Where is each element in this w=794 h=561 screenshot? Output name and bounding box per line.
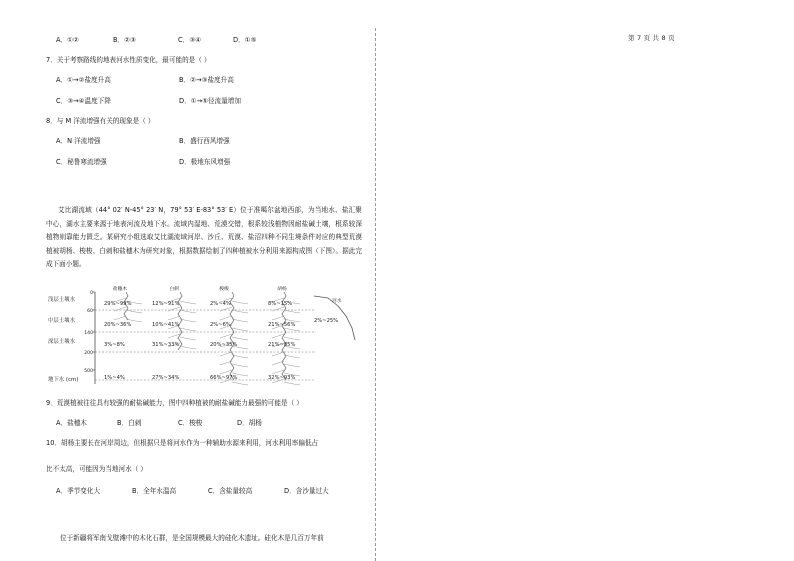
q6-option-b: B．②③ xyxy=(113,36,136,44)
q8-option-d: D．极地东风增强 xyxy=(179,158,231,166)
q10-stem-line1: 10．胡杨主要长在河岸周边，但根据只是将河水作为一种辅助水源来利用，河水利用率偏低占 xyxy=(46,439,319,447)
water-share-label: 2%~4% xyxy=(210,301,231,307)
next-passage-text: 位于新疆将军南戈壁滩中的木化石群，是全国规模最大的硅化木遗址。硅化木是几百万年前 xyxy=(60,534,324,542)
water-share-label: 12%~91% xyxy=(152,301,180,307)
depth-tick-label: 0 xyxy=(90,291,93,296)
q9-stem: 9．荒漠植被往往具有较强的耐盐碱能力，图中四种植被的耐盐碱能力最强的可能是（ ） xyxy=(46,399,303,407)
water-share-label: 29%~99% xyxy=(104,301,132,307)
depth-tick-label: 60 xyxy=(87,309,93,314)
layer-name-label: 地下水 (cm) xyxy=(48,377,79,383)
q7-option-c: C．③→④温度下降 xyxy=(56,97,111,105)
water-share-label: 21%~56% xyxy=(268,322,296,328)
river-label: 河水 xyxy=(332,299,342,304)
depth-tick-label: 140 xyxy=(84,331,93,336)
q9-option-d: D．胡杨 xyxy=(237,419,262,427)
water-share-label: 10%~41% xyxy=(152,322,180,328)
layer-name-label: 中层土壤水 xyxy=(48,318,75,324)
q9-option-c: C．梭梭 xyxy=(178,419,203,427)
depth-tick-label: 200 xyxy=(84,351,93,356)
reading-passage: 艾比湖流域（44° 02′ N-45° 23′ N，79° 53′ E-83° 53′ E）位于准噶尔盆地西部，为当地水、盐汇聚中心，湖水主要来源于地表河流及地下水。流域内湿地、荒漠交错，根系较浅植物因耐盐碱土壤，根系较深植物则靠能力匮乏。某研究小组选取艾比湖流域河岸、沙丘、荒漠、盐沼四种不同生境条件对应的典型荒漠植被胡杨、梭梭、白刺和盐穗木为研究对象，根据数据绘制了四种植被水分利用来源构成图（下图）。据此完成下面小题。 xyxy=(46,206,362,268)
q8-option-b: B．盛行西风增强 xyxy=(179,137,230,145)
water-share-label: 27%~34% xyxy=(152,375,180,381)
water-source-chart xyxy=(46,284,366,388)
q10-option-d: D．含沙量过大 xyxy=(284,487,329,495)
river-share-label: 2%~25% xyxy=(314,318,339,324)
q8-option-a: A．N 洋流增强 xyxy=(56,137,101,145)
q9-option-b: B．白刺 xyxy=(117,419,142,427)
q9-option-a: A．盐穗木 xyxy=(56,419,87,427)
water-share-label: 20%~35% xyxy=(210,342,238,348)
water-share-label: 3%~8% xyxy=(104,342,125,348)
q7-stem: 7．关于考察路线的地表河水性质变化，最可能的是（ ） xyxy=(46,56,211,64)
q8-option-c: C．秘鲁寒流增强 xyxy=(56,158,107,166)
q7-option-d: D．①→⑤径流量增加 xyxy=(179,97,241,105)
plant-name-label: 盐穗木 xyxy=(112,287,128,292)
q8-stem: 8．与 M 洋流增强有关的现象是（ ） xyxy=(46,117,155,125)
water-share-label: 1%~4% xyxy=(104,375,125,381)
q7-option-a: A．①→②盐度升高 xyxy=(56,76,111,84)
q10-option-a: A．季节变化大 xyxy=(56,487,101,495)
q6-option-a: A．①② xyxy=(56,36,79,44)
layer-name-label: 浅层土壤水 xyxy=(48,297,75,303)
water-share-label: 32%~93% xyxy=(268,375,296,381)
water-share-label: 21%~85% xyxy=(268,342,296,348)
layer-name-label: 深层土壤水 xyxy=(48,339,75,345)
q10-option-b: B．全年水温高 xyxy=(132,487,177,495)
plant-name-label: 白刺 xyxy=(169,287,179,292)
plant-name-label: 梭梭 xyxy=(219,287,229,292)
column-divider xyxy=(375,28,376,561)
depth-tick-label: 500 xyxy=(84,369,93,374)
q10-option-c: C．含盐量较高 xyxy=(208,487,253,495)
water-share-label: 66%~97% xyxy=(210,375,238,381)
q6-option-d: D．①⑤ xyxy=(233,36,257,44)
water-share-label: 2%~6% xyxy=(210,322,231,328)
water-share-label: 20%~36% xyxy=(104,322,132,328)
page-number: 第 7 页 共 8 页 xyxy=(628,34,675,42)
q10-stem-line2: 比不太高，可能因为当地河水（ ） xyxy=(46,465,148,473)
q7-option-b: B．②→③盐度升高 xyxy=(179,76,234,84)
q6-option-c: C．③④ xyxy=(178,36,202,44)
plant-name-label: 胡杨 xyxy=(277,287,287,292)
water-share-label: 8%~15% xyxy=(268,301,293,307)
water-share-label: 31%~33% xyxy=(152,342,180,348)
